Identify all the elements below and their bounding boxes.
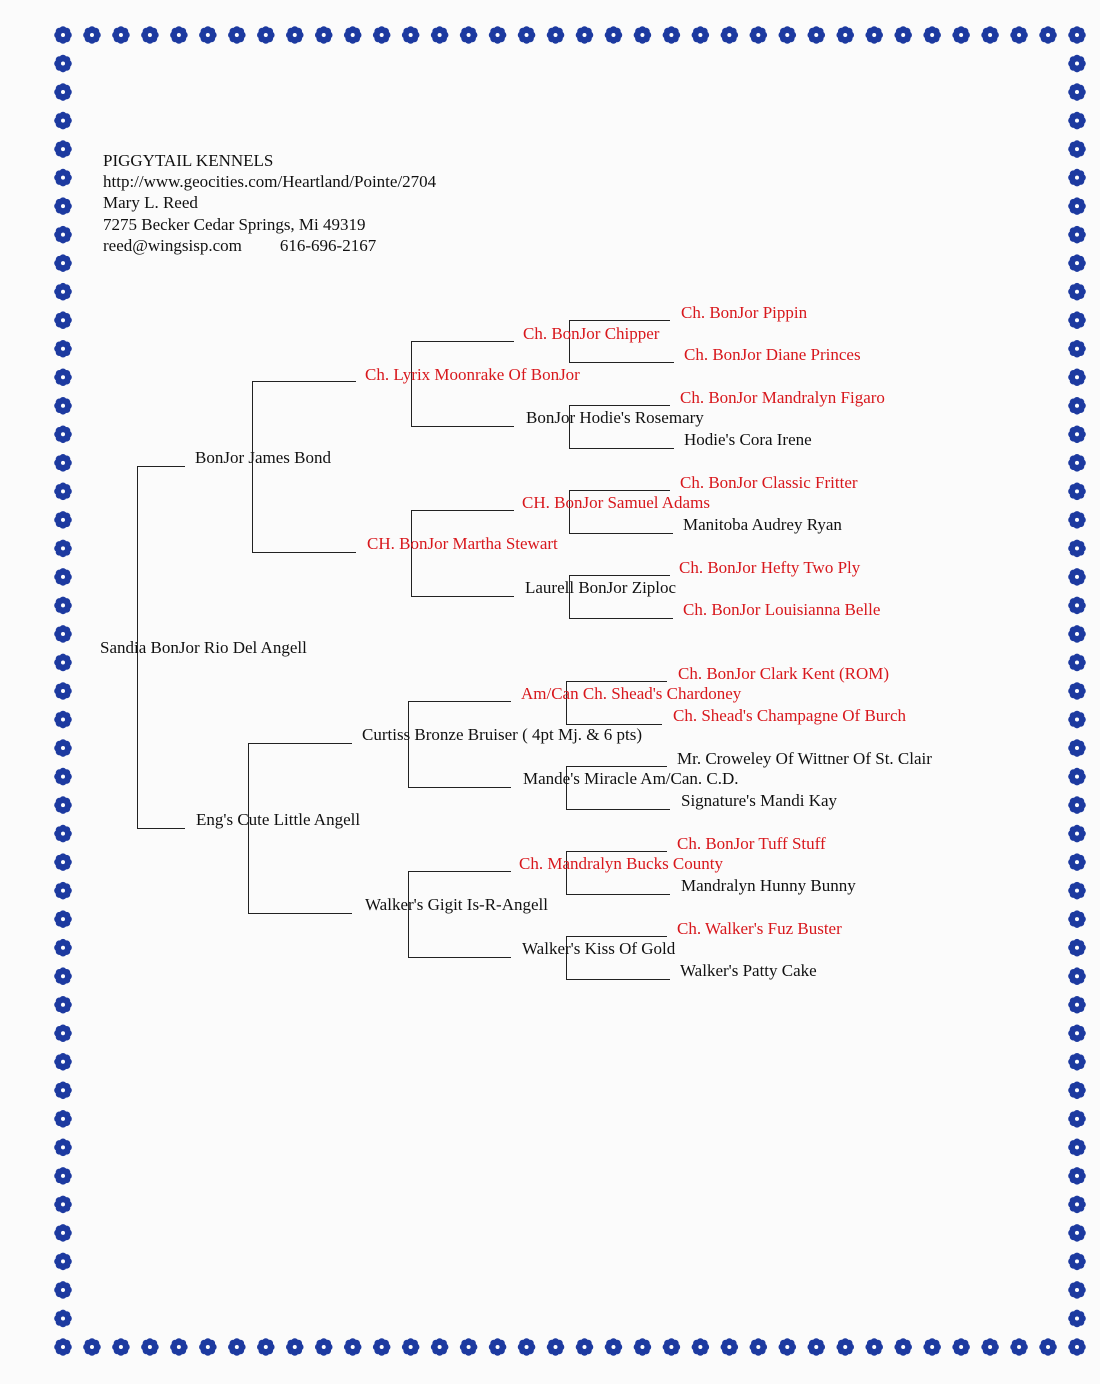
- flower-icon: [344, 26, 362, 44]
- flower-icon: [1068, 26, 1086, 44]
- flower-icon: [54, 1253, 72, 1271]
- flower-icon: [952, 26, 970, 44]
- flower-icon: [1068, 1338, 1086, 1356]
- flower-icon: [54, 796, 72, 814]
- sire-sire-name: Ch. Lyrix Moonrake Of BonJor: [365, 365, 580, 384]
- flower-icon: [83, 26, 101, 44]
- flower-icon: [402, 26, 420, 44]
- flower-icon: [1068, 910, 1086, 928]
- flower-icon: [1068, 112, 1086, 130]
- flower-icon: [1068, 768, 1086, 786]
- flower-icon: [54, 597, 72, 615]
- flower-icon: [315, 26, 333, 44]
- flower-icon: [141, 1338, 159, 1356]
- flower-icon: [1068, 340, 1086, 358]
- flower-icon: [1068, 311, 1086, 329]
- flower-icon: [257, 26, 275, 44]
- flower-icon: [981, 26, 999, 44]
- flower-icon: [1068, 739, 1086, 757]
- ancestor-name: Ch. BonJor Pippin: [681, 303, 808, 322]
- flower-icon: [576, 1338, 594, 1356]
- flower-icon: [54, 540, 72, 558]
- kennel-phone: 616-696-2167: [279, 236, 377, 255]
- ancestor-name: Ch. BonJor Tuff Stuff: [677, 834, 826, 853]
- flower-icon: [605, 1338, 623, 1356]
- flower-icon: [1068, 1224, 1086, 1242]
- flower-icon: [952, 1338, 970, 1356]
- flower-icon: [54, 340, 72, 358]
- flower-icon: [1068, 682, 1086, 700]
- flower-icon: [373, 1338, 391, 1356]
- flower-icon: [199, 1338, 217, 1356]
- flower-icon: [1068, 996, 1086, 1014]
- flower-icon: [1068, 454, 1086, 472]
- flower-icon: [721, 26, 739, 44]
- flower-icon: [1010, 26, 1028, 44]
- ancestor-name: Hodie's Cora Irene: [684, 430, 812, 449]
- ancestor-name: Am/Can Ch. Shead's Chardoney: [521, 684, 742, 703]
- flower-icon: [54, 1310, 72, 1328]
- ancestor-name: CH. BonJor Samuel Adams: [522, 493, 710, 512]
- flower-icon: [54, 825, 72, 843]
- flower-icon: [1068, 654, 1086, 672]
- flower-icon: [836, 26, 854, 44]
- flower-icon: [228, 1338, 246, 1356]
- flower-icon: [54, 682, 72, 700]
- flower-icon: [286, 1338, 304, 1356]
- flower-icon: [1068, 597, 1086, 615]
- flower-icon: [54, 1196, 72, 1214]
- flower-icon: [663, 1338, 681, 1356]
- flower-icon: [605, 26, 623, 44]
- flower-icon: [547, 26, 565, 44]
- ancestor-name: Ch. BonJor Hefty Two Ply: [679, 558, 861, 577]
- flower-icon: [54, 254, 72, 272]
- ancestor-name: Ch. BonJor Classic Fritter: [680, 473, 858, 492]
- ancestor-name: BonJor Hodie's Rosemary: [526, 408, 704, 427]
- connector-line: [569, 448, 674, 449]
- flower-icon: [54, 1224, 72, 1242]
- connector-line: [566, 766, 667, 767]
- ancestor-name: Ch. BonJor Mandralyn Figaro: [680, 388, 885, 407]
- connector-line: [566, 681, 667, 682]
- ancestor-name: Walker's Kiss Of Gold: [522, 939, 676, 958]
- flower-icon: [54, 768, 72, 786]
- connector-line: [569, 320, 670, 321]
- ancestor-name: Manitoba Audrey Ryan: [683, 515, 842, 534]
- flower-icon: [1068, 1310, 1086, 1328]
- flower-icon: [1068, 625, 1086, 643]
- flower-icon: [54, 711, 72, 729]
- flower-icon: [1068, 254, 1086, 272]
- flower-icon: [721, 1338, 739, 1356]
- flower-icon: [112, 1338, 130, 1356]
- flower-icon: [344, 1338, 362, 1356]
- flower-icon: [170, 26, 188, 44]
- flower-icon: [923, 1338, 941, 1356]
- flower-icon: [54, 483, 72, 501]
- connector-line: [137, 466, 185, 467]
- ancestor-name: Mande's Miracle Am/Can. C.D.: [523, 769, 739, 788]
- ancestor-name: Ch. BonJor Louisianna Belle: [683, 600, 881, 619]
- connector-line: [408, 701, 511, 702]
- flower-icon: [778, 26, 796, 44]
- flower-icon: [518, 26, 536, 44]
- connector-line: [569, 490, 670, 491]
- connector-line: [252, 381, 356, 382]
- flower-icon: [1068, 568, 1086, 586]
- flower-icon: [1068, 197, 1086, 215]
- flower-icon: [257, 1338, 275, 1356]
- kennel-address: 7275 Becker Cedar Springs, Mi 49319: [103, 215, 366, 234]
- flower-icon: [1068, 1024, 1086, 1042]
- flower-icon: [54, 426, 72, 444]
- flower-icon: [54, 910, 72, 928]
- flower-icon: [54, 112, 72, 130]
- connector-line: [137, 828, 185, 829]
- flower-icon: [460, 1338, 478, 1356]
- flower-icon: [923, 26, 941, 44]
- connector-line: [569, 362, 674, 363]
- ancestor-name: Walker's Patty Cake: [680, 961, 817, 980]
- subject-dog-name: Sandia BonJor Rio Del Angell: [100, 638, 307, 657]
- flower-icon: [54, 967, 72, 985]
- sire-dam-name: CH. BonJor Martha Stewart: [367, 534, 558, 553]
- flower-icon: [431, 26, 449, 44]
- flower-icon: [54, 454, 72, 472]
- flower-icon: [54, 197, 72, 215]
- flower-icon: [54, 939, 72, 957]
- flower-icon: [894, 26, 912, 44]
- connector-line: [408, 871, 511, 872]
- flower-icon: [807, 1338, 825, 1356]
- connector-line: [566, 894, 670, 895]
- connector-line: [566, 979, 670, 980]
- ancestor-name: Mandralyn Hunny Bunny: [681, 876, 856, 895]
- ancestor-name: Signature's Mandi Kay: [681, 791, 838, 810]
- connector-line: [569, 405, 670, 406]
- flower-icon: [373, 26, 391, 44]
- contact-line: [103, 235, 376, 256]
- flower-icon: [54, 1167, 72, 1185]
- flower-icon: [1068, 1053, 1086, 1071]
- flower-icon: [54, 654, 72, 672]
- flower-icon: [1068, 368, 1086, 386]
- flower-icon: [1068, 1281, 1086, 1299]
- flower-icon: [1068, 83, 1086, 101]
- flower-icon: [54, 83, 72, 101]
- flower-icon: [54, 568, 72, 586]
- flower-icon: [54, 55, 72, 73]
- connector-line: [411, 426, 514, 427]
- flower-icon: [547, 1338, 565, 1356]
- flower-icon: [1068, 483, 1086, 501]
- flower-icon: [170, 1338, 188, 1356]
- flower-icon: [54, 1053, 72, 1071]
- flower-icon: [489, 1338, 507, 1356]
- connector-line: [408, 957, 511, 958]
- connector-line: [248, 743, 352, 744]
- flower-icon: [1039, 1338, 1057, 1356]
- flower-icon: [1068, 540, 1086, 558]
- flower-icon: [54, 1082, 72, 1100]
- kennel-name: PIGGYTAIL KENNELS: [103, 151, 274, 170]
- flower-icon: [1068, 169, 1086, 187]
- flower-icon: [54, 882, 72, 900]
- flower-icon: [54, 283, 72, 301]
- ancestor-name: Ch. BonJor Diane Princes: [684, 345, 861, 364]
- ancestor-name: Mr. Croweley Of Wittner Of St. Clair: [677, 749, 932, 768]
- connector-line: [411, 341, 514, 342]
- connector-line: [566, 809, 670, 810]
- flower-icon: [778, 1338, 796, 1356]
- flower-icon: [489, 26, 507, 44]
- connector-line: [569, 618, 673, 619]
- flower-icon: [750, 1338, 768, 1356]
- flower-icon: [54, 1139, 72, 1157]
- flower-icon: [1068, 55, 1086, 73]
- flower-icon: [315, 1338, 333, 1356]
- flower-icon: [54, 1281, 72, 1299]
- sire-name: BonJor James Bond: [195, 448, 331, 467]
- flower-icon: [54, 996, 72, 1014]
- flower-icon: [1068, 1082, 1086, 1100]
- flower-icon: [54, 739, 72, 757]
- flower-icon: [576, 26, 594, 44]
- dam-dam-name: Walker's Gigit Is-R-Angell: [365, 895, 548, 914]
- dam-sire-name: Curtiss Bronze Bruiser ( 4pt Mj. & 6 pts): [362, 725, 643, 744]
- ancestor-name: Ch. Mandralyn Bucks County: [519, 854, 723, 873]
- flower-icon: [83, 1338, 101, 1356]
- flower-icon: [692, 1338, 710, 1356]
- flower-icon: [865, 1338, 883, 1356]
- flower-icon: [54, 1338, 72, 1356]
- flower-icon: [54, 368, 72, 386]
- flower-icon: [54, 511, 72, 529]
- flower-icon: [112, 26, 130, 44]
- flower-icon: [981, 1338, 999, 1356]
- flower-icon: [1068, 1167, 1086, 1185]
- flower-icon: [1068, 1196, 1086, 1214]
- flower-icon: [1068, 711, 1086, 729]
- connector-line: [411, 596, 514, 597]
- flower-icon: [54, 1110, 72, 1128]
- flower-icon: [286, 26, 304, 44]
- flower-icon: [836, 1338, 854, 1356]
- flower-icon: [663, 26, 681, 44]
- flower-icon: [750, 26, 768, 44]
- connector-line: [569, 533, 673, 534]
- flower-icon: [54, 26, 72, 44]
- flower-icon: [1068, 140, 1086, 158]
- flower-icon: [54, 1024, 72, 1042]
- flower-icon: [228, 26, 246, 44]
- flower-icon: [1068, 283, 1086, 301]
- flower-icon: [54, 169, 72, 187]
- flower-icon: [1068, 1139, 1086, 1157]
- flower-icon: [692, 26, 710, 44]
- flower-icon: [54, 140, 72, 158]
- connector-line: [566, 936, 667, 937]
- ancestor-name: Ch. BonJor Clark Kent (ROM): [678, 664, 890, 683]
- flower-icon: [431, 1338, 449, 1356]
- connector-line: [569, 575, 670, 576]
- flower-icon: [460, 26, 478, 44]
- owner-name: Mary L. Reed: [103, 193, 198, 212]
- flower-icon: [1068, 882, 1086, 900]
- flower-icon: [54, 311, 72, 329]
- flower-icon: [1068, 511, 1086, 529]
- flower-icon: [1068, 853, 1086, 871]
- flower-icon: [634, 26, 652, 44]
- flower-icon: [402, 1338, 420, 1356]
- flower-icon: [1068, 967, 1086, 985]
- flower-icon: [1068, 397, 1086, 415]
- flower-icon: [634, 1338, 652, 1356]
- kennel-email: reed@wingsisp.com: [103, 236, 242, 255]
- connector-line: [411, 510, 514, 511]
- flower-icon: [865, 26, 883, 44]
- flower-icon: [807, 26, 825, 44]
- flower-icon: [1068, 1253, 1086, 1271]
- flower-icon: [1068, 825, 1086, 843]
- flower-icon: [1068, 226, 1086, 244]
- connector-line: [408, 787, 511, 788]
- ancestor-name: Ch. Walker's Fuz Buster: [677, 919, 842, 938]
- flower-icon: [54, 853, 72, 871]
- connector-line: [248, 913, 352, 914]
- flower-icon: [894, 1338, 912, 1356]
- flower-icon: [54, 226, 72, 244]
- flower-icon: [54, 625, 72, 643]
- flower-icon: [1010, 1338, 1028, 1356]
- flower-icon: [1068, 796, 1086, 814]
- flower-icon: [1068, 939, 1086, 957]
- flower-icon: [1068, 1110, 1086, 1128]
- ancestor-name: Ch. BonJor Chipper: [523, 324, 660, 343]
- flower-icon: [1068, 426, 1086, 444]
- flower-icon: [199, 26, 217, 44]
- flower-icon: [518, 1338, 536, 1356]
- flower-icon: [1039, 26, 1057, 44]
- flower-icon: [54, 397, 72, 415]
- connector-line: [252, 552, 356, 553]
- kennel-website: http://www.geocities.com/Heartland/Pointe/2704: [103, 172, 437, 191]
- ancestor-name: Ch. Shead's Champagne Of Burch: [673, 706, 906, 725]
- connector-line: [566, 851, 667, 852]
- dam-name: Eng's Cute Little Angell: [196, 810, 361, 829]
- flower-icon: [141, 26, 159, 44]
- ancestor-name: Laurell BonJor Ziploc: [525, 578, 677, 597]
